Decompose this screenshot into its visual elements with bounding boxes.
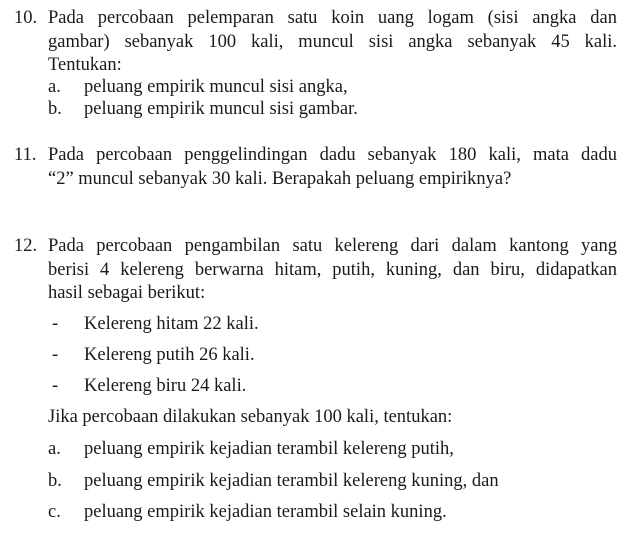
item-text: peluang empirik muncul sisi angka,: [84, 77, 348, 97]
problem-text-line: Pada percobaan pengambilan satu kelereng dari dalam kantong yang: [48, 236, 617, 256]
bullet-text: Kelereng biru 24 kali.: [84, 376, 247, 396]
problem-number: 11.: [14, 145, 37, 165]
bullet-marker: -: [52, 376, 59, 396]
bullet-marker: -: [52, 345, 59, 365]
problem-prompt: Jika percobaan dilakukan sebanyak 100 kali, tentukan:: [48, 407, 453, 427]
problem-text-line: berisi 4 kelereng berwarna hitam, putih, kuning, dan biru, didapatkan: [48, 260, 617, 280]
problem-number: 12.: [14, 236, 38, 256]
problem-text-line: hasil sebagai berikut:: [48, 283, 206, 303]
item-marker: a.: [48, 77, 61, 97]
problem-text-line: gambar) sebanyak 100 kali, muncul sisi angka sebanyak 45 kali.: [48, 32, 617, 52]
item-text: peluang empirik muncul sisi gambar.: [84, 99, 358, 119]
item-marker: b.: [48, 99, 62, 119]
bullet-text: Kelereng putih 26 kali.: [84, 345, 255, 365]
item-marker: c.: [48, 502, 61, 522]
bullet-marker: -: [52, 314, 59, 334]
item-text: peluang empirik kejadian terambil kelereng putih,: [84, 439, 454, 459]
problem-text-line: Tentukan:: [48, 55, 122, 75]
bullet-text: Kelereng hitam 22 kali.: [84, 314, 259, 334]
problem-text-line: Pada percobaan penggelindingan dadu sebanyak 180 kali, mata dadu: [48, 145, 617, 165]
item-text: peluang empirik kejadian terambil selain kuning.: [84, 502, 447, 522]
problem-text-line: “2” muncul sebanyak 30 kali. Berapakah peluang empiriknya?: [48, 169, 512, 189]
item-text: peluang empirik kejadian terambil kelereng kuning, dan: [84, 471, 499, 491]
item-marker: a.: [48, 439, 61, 459]
problem-text-line: Pada percobaan pelemparan satu koin uang logam (sisi angka dan: [48, 8, 617, 28]
item-marker: b.: [48, 471, 62, 491]
problem-number: 10.: [14, 8, 38, 28]
